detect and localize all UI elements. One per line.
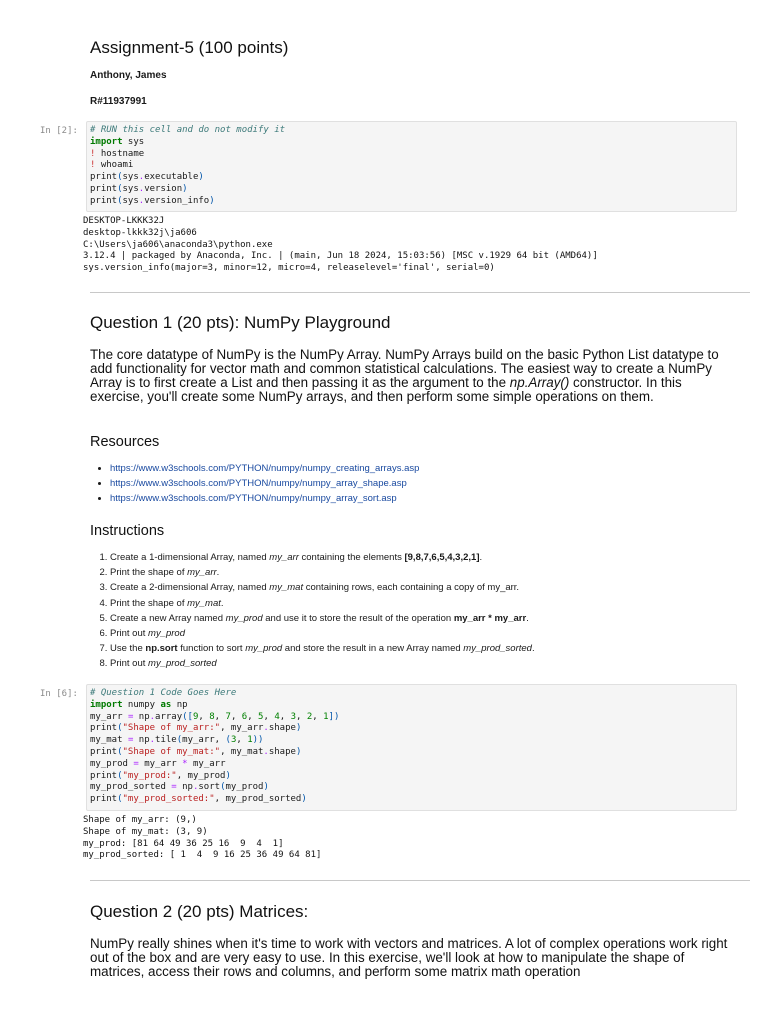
- instruction-text: Print the shape of: [110, 597, 188, 609]
- code-token: (: [176, 735, 183, 746]
- instruction-text: my_mat: [269, 582, 304, 594]
- code-line: [90, 196, 733, 208]
- code-token: ,: [198, 711, 210, 722]
- code-line: [90, 759, 733, 771]
- instruction-text: Create a 2-dimensional Array, named: [110, 582, 270, 594]
- code-token: 4: [274, 711, 280, 722]
- instruction-text: containing the elements: [298, 552, 405, 563]
- instruction-item: [110, 641, 744, 656]
- code-token: sort: [198, 782, 221, 793]
- instruction-text: my_prod: [148, 628, 185, 640]
- code-token: ,: [263, 711, 275, 722]
- code-token: , my_mat: [220, 746, 264, 757]
- code-token: .: [149, 711, 156, 722]
- instruction-text: my_arr: [269, 552, 299, 563]
- code-token: (: [117, 770, 123, 781]
- code-line: [90, 137, 733, 149]
- instruction-text: my_arr * my_arr: [453, 612, 527, 624]
- question-1-intro: [90, 348, 728, 404]
- code-line: [90, 688, 733, 700]
- code-line: [90, 771, 733, 783]
- divider: [90, 880, 750, 881]
- code-token: my_mat: [90, 735, 128, 746]
- resources-heading-block: [90, 434, 744, 450]
- code-token: as: [160, 699, 172, 710]
- resource-link[interactable]: https://www.w3schools.com/PYTHON/numpy/numpy_array_sort.asp: [110, 493, 397, 505]
- question-2-section: [90, 902, 744, 922]
- code-token: *: [182, 758, 188, 769]
- code-token: print: [90, 746, 118, 757]
- code-token: print: [90, 723, 118, 734]
- code-token: 3: [290, 711, 296, 722]
- instruction-text: my_prod_sorted: [148, 658, 217, 670]
- code-token: array: [155, 711, 183, 722]
- code-token: 6: [241, 711, 248, 722]
- resource-links: [90, 461, 744, 507]
- instruction-text: my_prod: [245, 643, 283, 655]
- code-token: sys: [122, 136, 145, 147]
- code-token: ): [198, 172, 204, 183]
- code-token: "my_prod:": [122, 770, 177, 781]
- code-token: (: [225, 735, 231, 746]
- code-token: numpy: [122, 699, 161, 710]
- code-token: ,: [236, 735, 248, 746]
- instruction-item: [110, 565, 744, 580]
- code-token: (: [117, 172, 123, 183]
- code-cell-2[interactable]: [86, 684, 737, 811]
- intro-paragraph: NumPy really shines when it's time to work with vectors and matrices. A lot of complex operations work right out of the box and are very easy to use. In this exercise, we'll look at how to manipulate the shape of matrices, access their rows and columns, and perform some matrix math operation: [90, 936, 728, 979]
- instruction-item: [110, 580, 744, 595]
- code-line: [90, 172, 733, 184]
- code-token: =: [171, 782, 177, 793]
- intro-text-a: The core datatype of NumPy is the NumPy Array. NumPy Arrays build on the basic Python List datatype to add functionality for vector math and common statistical calculations. The easiest way to create a NumPy Array is to first create a List and then passing it as the argument to the: [90, 347, 719, 390]
- output-line: Shape of my_arr: (9,): [83, 815, 197, 825]
- resource-item: [110, 461, 744, 476]
- output-line: Shape of my_mat: (3, 9): [83, 826, 208, 837]
- code-line: [90, 700, 733, 712]
- code-token: .: [149, 735, 156, 746]
- code-cell-1[interactable]: [86, 121, 737, 212]
- code-token: =: [133, 758, 139, 769]
- output-line: desktop-lkkk32j\ja606: [83, 227, 197, 238]
- instruction-text: Use the: [110, 643, 146, 655]
- code-line: [90, 712, 733, 724]
- code-token: ,: [230, 711, 242, 722]
- instructions-list: [90, 550, 744, 672]
- intro-text-b: constructor. In this exercise, you'll create some NumPy arrays, and then perform some simple operations on them.: [90, 375, 682, 404]
- question-1-heading: Question 1 (20 pts): NumPy Playground: [90, 313, 391, 332]
- instructions-heading: Instructions: [90, 523, 165, 539]
- question-1-section: [90, 313, 744, 333]
- code-token: print: [90, 183, 118, 194]
- code-token: (: [117, 723, 123, 734]
- code-token: .: [138, 195, 145, 206]
- code-token: sys: [122, 195, 139, 206]
- divider: [90, 292, 750, 293]
- code-token: ): [295, 723, 302, 734]
- code-token: # Question 1 Code Goes Here: [90, 688, 237, 698]
- code-token: ): [301, 794, 307, 805]
- code-line: [90, 782, 733, 794]
- code-token: 2: [306, 711, 313, 722]
- code-token: (: [117, 794, 123, 805]
- resource-item: [110, 476, 744, 491]
- code-token: sys: [122, 183, 139, 194]
- code-token: (: [117, 746, 123, 757]
- code-token: .: [192, 782, 199, 793]
- cell-prompt: In [6]:: [40, 689, 78, 699]
- output-line: DESKTOP-LKKK32J: [83, 216, 165, 226]
- instructions-heading-block: [90, 523, 744, 539]
- code-line: [90, 184, 733, 196]
- code-token: ): [209, 195, 215, 206]
- code-token: "my_prod_sorted:": [122, 794, 215, 805]
- r-number: R#11937991: [90, 96, 147, 107]
- instruction-text: and use it to store the result of the operation: [262, 612, 454, 624]
- code-token: my_prod: [90, 758, 134, 769]
- code-token: my_prod_sorted: [90, 782, 172, 793]
- code-line: [90, 160, 733, 172]
- cell-prompt: In [2]:: [40, 126, 78, 136]
- instruction-text: .: [526, 612, 529, 624]
- output-line: C:\Users\ja606\anaconda3\python.exe: [83, 239, 273, 250]
- instruction-text: .: [216, 567, 220, 579]
- question-2-heading: Question 2 (20 pts) Matrices:: [90, 902, 309, 921]
- instruction-text: my_prod_sorted: [463, 643, 532, 655]
- code-token: , my_prod_sorted: [214, 794, 302, 805]
- code-token: .: [263, 746, 269, 757]
- code-token: # RUN this cell and do not modify it: [90, 125, 286, 135]
- code-token: =: [127, 735, 134, 746]
- intro-code-ref: np.Array(): [509, 375, 570, 390]
- instruction-item: [110, 550, 744, 565]
- output-line: 3.12.4 | packaged by Anaconda, Inc. | (main, Jun 18 2024, 15:03:56) [MSC v.1929 64 bit (AMD64)]: [83, 251, 598, 262]
- instruction-text: Print out: [110, 658, 149, 670]
- code-token: ]): [328, 711, 340, 722]
- instruction-text: function to sort: [177, 643, 246, 655]
- code-token: "Shape of my_arr:": [122, 723, 221, 734]
- code-token: print: [90, 794, 118, 805]
- instruction-text: containing rows, each containing a copy of my_arr.: [303, 582, 520, 594]
- resource-item: [110, 491, 744, 506]
- resources-list: [90, 461, 744, 507]
- code-token: my_arr: [187, 758, 226, 769]
- code-token: shape: [268, 746, 296, 757]
- question-2-intro: [90, 937, 728, 979]
- code-token: 5: [258, 711, 264, 722]
- instruction-text: my_mat: [187, 597, 221, 609]
- output-line: my_prod: [81 64 49 36 25 16 9 4 1]: [83, 838, 284, 849]
- code-token: 8: [209, 711, 215, 722]
- code-line: [90, 747, 733, 759]
- code-token: (: [220, 782, 226, 793]
- cell-output-1: [83, 216, 598, 275]
- code-token: np: [133, 711, 150, 722]
- code-token: whoami: [95, 160, 134, 171]
- instruction-item: [110, 626, 744, 641]
- code-token: !: [90, 160, 96, 171]
- instruction-text: and store the result in a new Array named: [282, 643, 464, 655]
- instruction-text: my_arr: [187, 567, 217, 579]
- instruction-text: .: [220, 597, 224, 609]
- instruction-text: Print the shape of: [110, 567, 188, 579]
- code-token: hostname: [95, 148, 145, 159]
- code-token: )): [252, 735, 264, 746]
- code-token: np: [133, 735, 150, 746]
- instruction-text: np.sort: [145, 643, 178, 655]
- code-token: .: [263, 723, 269, 734]
- code-token: ,: [247, 711, 259, 722]
- code-token: print: [90, 172, 118, 183]
- code-token: print: [90, 770, 118, 781]
- code-line: [90, 723, 733, 735]
- code-token: =: [127, 711, 134, 722]
- code-token: ,: [214, 711, 226, 722]
- code-token: (: [117, 183, 123, 194]
- resources-heading: Resources: [90, 434, 160, 450]
- code-line: [90, 125, 733, 137]
- code-token: my_arr: [90, 711, 128, 722]
- code-token: .: [138, 183, 145, 194]
- cell-output-2: [83, 815, 321, 862]
- code-token: ): [225, 770, 231, 781]
- output-line: my_prod_sorted: [ 1 4 9 16 25 36 49 64 81]: [83, 850, 322, 861]
- page-title: Assignment-5 (100 points): [90, 38, 289, 57]
- code-token: .: [138, 172, 145, 183]
- instruction-text: Create a 1-dimensional Array, named: [110, 552, 270, 563]
- code-line: [90, 735, 733, 747]
- code-token: import: [90, 699, 123, 710]
- instruction-text: my_prod: [225, 612, 263, 624]
- code-token: tile: [155, 735, 177, 746]
- code-token: my_arr,: [182, 735, 226, 746]
- code-token: shape: [268, 723, 296, 734]
- rnumber-block: [90, 96, 744, 107]
- code-token: executable: [144, 172, 199, 183]
- assignment-header: [90, 38, 744, 58]
- instruction-text: Create a new Array named: [110, 612, 226, 624]
- instruction-text: Print out: [110, 628, 149, 640]
- code-token: , my_arr: [220, 723, 264, 734]
- intro-paragraph: [90, 348, 728, 404]
- instruction-text: .: [479, 552, 483, 563]
- output-line: sys.version_info(major=3, minor=12, micro=4, releaselevel='final', serial=0): [83, 263, 495, 274]
- code-token: ): [263, 782, 269, 793]
- code-token: ): [295, 746, 302, 757]
- code-token: 1: [323, 711, 329, 722]
- resource-link[interactable]: https://www.w3schools.com/PYTHON/numpy/numpy_array_shape.asp: [110, 478, 407, 490]
- code-token: 1: [247, 735, 253, 746]
- author-block: [90, 70, 744, 81]
- code-token: ): [182, 183, 188, 194]
- code-token: (: [117, 195, 123, 206]
- code-token: , my_prod: [176, 770, 226, 781]
- instruction-item: [110, 596, 744, 611]
- code-token: my_arr: [138, 758, 183, 769]
- code-token: sys: [122, 172, 139, 183]
- code-token: ,: [312, 711, 324, 722]
- code-token: "Shape of my_mat:": [122, 746, 221, 757]
- code-token: version_info: [144, 195, 210, 206]
- code-token: !: [90, 148, 96, 159]
- instruction-text: .: [531, 643, 535, 655]
- code-token: ,: [296, 711, 307, 722]
- resource-link[interactable]: https://www.w3schools.com/PYTHON/numpy/numpy_creating_arrays.asp: [110, 463, 420, 474]
- code-token: np: [176, 782, 193, 793]
- code-token: my_prod: [225, 782, 264, 793]
- code-token: ([: [182, 711, 193, 722]
- code-line: [90, 149, 733, 161]
- instruction-item: [110, 611, 744, 626]
- code-token: print: [90, 195, 118, 206]
- instruction-text: [9,8,7,6,5,4,3,2,1]: [404, 552, 480, 563]
- code-token: import: [90, 136, 123, 147]
- code-token: 9: [192, 711, 199, 722]
- author-name: Anthony, James: [90, 70, 167, 81]
- instruction-item: [110, 656, 744, 671]
- code-line: [90, 794, 733, 806]
- code-token: 3: [230, 735, 237, 746]
- code-token: 7: [225, 711, 231, 722]
- code-token: version: [144, 183, 183, 194]
- code-token: np: [171, 699, 188, 710]
- instructions-list-block: [90, 550, 744, 672]
- code-token: ,: [279, 711, 291, 722]
